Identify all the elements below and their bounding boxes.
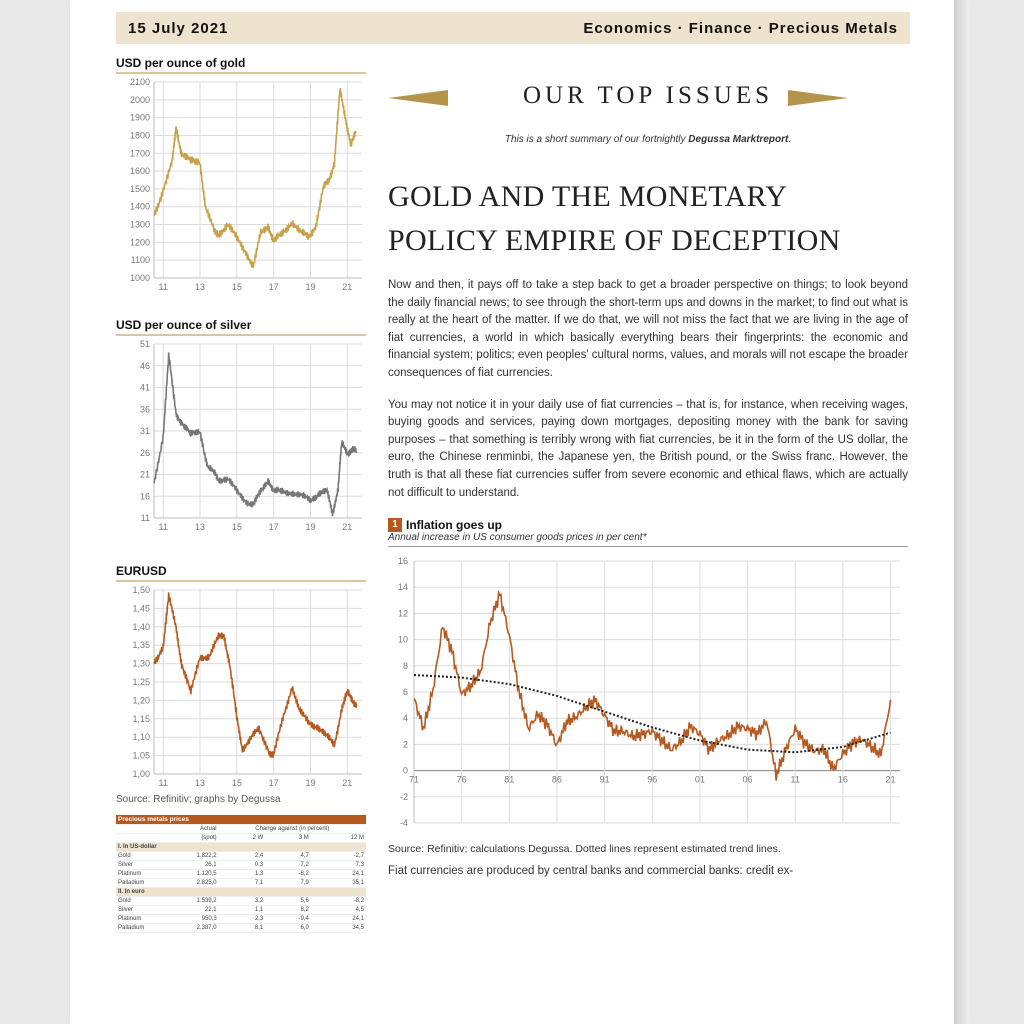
table-cell-c1: 7,1 bbox=[219, 879, 266, 888]
table-row bbox=[116, 897, 366, 906]
y-tick-label: 1,50 bbox=[132, 585, 150, 595]
x-tick-label: 06 bbox=[742, 774, 753, 785]
report-categories: Economics · Finance · Precious Metals bbox=[583, 19, 898, 37]
table-cell-c2: 4,7 bbox=[265, 852, 311, 861]
col-actual: Actual bbox=[173, 825, 218, 834]
left-column bbox=[116, 56, 366, 933]
x-tick-label: 13 bbox=[195, 778, 206, 788]
table-cell-c1: 1,3 bbox=[219, 870, 266, 879]
y-tick-label: 1,00 bbox=[132, 769, 150, 779]
y-tick-label: 8 bbox=[402, 660, 408, 671]
table-cell-name: Silver bbox=[116, 906, 173, 915]
y-tick-label: 1,10 bbox=[132, 732, 150, 743]
table-cell-c1: 1,1 bbox=[219, 906, 266, 915]
table-row bbox=[116, 924, 366, 933]
y-tick-label: 1,30 bbox=[132, 658, 150, 669]
summary-bold: Degussa Marktreport bbox=[688, 134, 789, 145]
y-tick-label: 51 bbox=[139, 339, 150, 349]
gold-price-chart bbox=[116, 74, 366, 296]
x-tick-label: 16 bbox=[837, 774, 848, 785]
y-tick-label: 2000 bbox=[129, 94, 150, 105]
table-cell-c2: 6,0 bbox=[265, 924, 311, 933]
table-cell-c2: 5,6 bbox=[265, 897, 311, 906]
x-tick-label: 11 bbox=[158, 778, 168, 788]
x-tick-label: 19 bbox=[305, 778, 316, 788]
table-row bbox=[116, 852, 366, 861]
left-charts-source: Source: Refinitiv; graphs by Degussa bbox=[116, 794, 281, 805]
inflation-chart bbox=[388, 547, 908, 837]
series-line bbox=[154, 592, 357, 757]
y-tick-label: 1400 bbox=[129, 201, 150, 212]
x-tick-label: 11 bbox=[790, 774, 800, 785]
y-tick-label: 46 bbox=[139, 360, 150, 371]
table-cell-c3: 4,5 bbox=[311, 906, 366, 915]
table-cell-c1: 2,3 bbox=[219, 915, 266, 924]
y-tick-label: 1600 bbox=[129, 166, 150, 177]
table-row bbox=[116, 906, 366, 915]
table-cell-name: Platinum bbox=[116, 870, 173, 879]
headline-line-2: POLICY EMPIRE OF DECEPTION bbox=[388, 224, 841, 257]
y-tick-label: 1500 bbox=[129, 183, 150, 194]
x-tick-label: 81 bbox=[504, 774, 515, 785]
table-cell-c2: 7,2 bbox=[265, 861, 311, 870]
x-tick-label: 91 bbox=[599, 774, 610, 785]
series-line bbox=[154, 352, 357, 516]
table-row bbox=[116, 870, 366, 879]
y-tick-label: 1200 bbox=[129, 237, 150, 248]
report-date: 15 July 2021 bbox=[128, 19, 229, 37]
y-tick-label: 1000 bbox=[129, 273, 150, 283]
top-issues-label: OUR TOP ISSUES bbox=[522, 82, 774, 109]
top-issues-banner bbox=[388, 76, 908, 120]
precious-metals-table bbox=[116, 815, 366, 933]
y-tick-label: -2 bbox=[399, 791, 408, 802]
y-tick-label: 1900 bbox=[129, 112, 150, 123]
x-tick-label: 15 bbox=[231, 282, 242, 292]
table-cell-c3: -2,7 bbox=[311, 852, 366, 861]
y-tick-label: 14 bbox=[397, 582, 408, 593]
table-cell-c2: 7,9 bbox=[265, 879, 311, 888]
x-tick-label: 11 bbox=[158, 522, 168, 532]
x-tick-label: 17 bbox=[268, 282, 279, 292]
summary-prefix: This is a short summary of our fortnightly bbox=[504, 134, 689, 145]
y-tick-label: 11 bbox=[140, 513, 150, 523]
y-tick-label: 1,25 bbox=[132, 677, 150, 687]
table-row bbox=[116, 879, 366, 888]
table-cell-c1: 8,1 bbox=[219, 924, 266, 933]
paragraph-1: Now and then, it pays off to take a step back to get a broader perspective on things; to look beyond the daily financial news; to see through the short-term ups and downs in the market; to find out what is really at the heart of the matter. If we do that, we will not miss the fact that we are living in the age of fiat currencies, a world in which basically everything bears their fingerprints: the economic and financial system; politics; even peoples' cultural norms, values, and morals will not escape the broader consequences of fiat currencies. bbox=[388, 279, 908, 379]
y-tick-label: 1,20 bbox=[132, 695, 150, 706]
figure-number: 1 bbox=[388, 518, 402, 532]
y-tick-label: 1800 bbox=[129, 130, 150, 141]
table-cell-actual: 22,1 bbox=[173, 906, 218, 915]
table-cell-actual: 1.120,5 bbox=[173, 870, 218, 879]
table-cell-actual: 950,3 bbox=[173, 915, 218, 924]
x-tick-label: 15 bbox=[231, 778, 242, 788]
y-tick-label: -4 bbox=[399, 818, 408, 829]
x-tick-label: 96 bbox=[647, 774, 658, 785]
y-tick-label: 16 bbox=[397, 556, 408, 567]
y-tick-label: 0 bbox=[402, 765, 408, 776]
table-cell-actual: 1.539,2 bbox=[173, 897, 218, 906]
eurusd-chart-title: EURUSD bbox=[116, 564, 366, 582]
y-tick-label: 6 bbox=[402, 687, 408, 698]
table-title: Precious metals prices bbox=[116, 815, 366, 825]
y-tick-label: 1,15 bbox=[132, 713, 150, 724]
table-cell-c3: 7,3 bbox=[311, 861, 366, 870]
figure-title-text: Inflation goes up bbox=[406, 518, 502, 533]
table-cell-c1: 2,4 bbox=[219, 852, 266, 861]
table-cell-c3: 35,1 bbox=[311, 879, 366, 888]
table-cell-name: Gold bbox=[116, 897, 173, 906]
table-cell-actual: 1.822,2 bbox=[173, 852, 218, 861]
table-cell-c2: 8,2 bbox=[265, 906, 311, 915]
silver-price-chart bbox=[116, 336, 366, 536]
paragraph-3: Fiat currencies are produced by central banks and commercial banks: credit ex- bbox=[388, 865, 794, 878]
x-tick-label: 21 bbox=[342, 522, 353, 532]
y-tick-label: 1,35 bbox=[132, 640, 150, 651]
y-tick-label: 1300 bbox=[129, 219, 150, 230]
x-tick-label: 13 bbox=[195, 282, 206, 292]
x-tick-label: 13 bbox=[195, 522, 206, 532]
x-tick-label: 86 bbox=[551, 774, 562, 785]
table-cell-actual: 2.825,0 bbox=[173, 879, 218, 888]
y-tick-label: 2100 bbox=[129, 77, 150, 87]
x-tick-label: 15 bbox=[231, 522, 242, 532]
x-tick-label: 19 bbox=[305, 282, 316, 292]
figure-source: Source: Refinitiv; calculations Degussa. Dotted lines represent estimated trend lines. bbox=[388, 843, 781, 856]
col-change: Change against (in percent) bbox=[219, 825, 366, 834]
page-edge-shadow bbox=[954, 0, 970, 1024]
x-tick-label: 71 bbox=[408, 774, 420, 785]
table-cell-name: Gold bbox=[116, 852, 173, 861]
x-tick-label: 21 bbox=[885, 774, 896, 785]
section-usd: I. In US-dollar bbox=[116, 843, 366, 852]
x-tick-label: 17 bbox=[268, 522, 279, 532]
table-cell-name: Palladium bbox=[116, 924, 173, 933]
right-column bbox=[388, 56, 908, 877]
y-tick-label: 4 bbox=[402, 713, 408, 724]
article-headline bbox=[388, 175, 908, 263]
y-tick-label: 41 bbox=[139, 382, 150, 393]
x-tick-label: 19 bbox=[305, 522, 316, 532]
y-tick-label: 1700 bbox=[129, 148, 150, 159]
rows-eur bbox=[116, 897, 366, 933]
table-cell-c2: -8,2 bbox=[265, 870, 311, 879]
y-tick-label: 1,40 bbox=[132, 621, 150, 632]
y-tick-label: 26 bbox=[139, 447, 150, 458]
table-cell-c3: 24,1 bbox=[311, 915, 366, 924]
table-cell-name: Silver bbox=[116, 861, 173, 870]
x-tick-label: 21 bbox=[342, 778, 353, 788]
table-cell-c3: 34,5 bbox=[311, 924, 366, 933]
series-line bbox=[154, 88, 357, 268]
x-tick-label: 11 bbox=[158, 282, 168, 292]
summary-suffix: . bbox=[788, 134, 792, 145]
section-eur: II. In euro bbox=[116, 888, 366, 897]
y-tick-label: 12 bbox=[397, 608, 408, 619]
rows-usd bbox=[116, 852, 366, 888]
y-tick-label: 1100 bbox=[130, 255, 150, 266]
y-tick-label: 31 bbox=[139, 426, 150, 436]
table-cell-c1: 3,2 bbox=[219, 897, 266, 906]
x-tick-label: 76 bbox=[456, 774, 467, 785]
y-tick-label: 21 bbox=[139, 469, 150, 480]
x-tick-label: 17 bbox=[268, 778, 279, 788]
report-page bbox=[70, 0, 954, 1024]
y-tick-label: 1,45 bbox=[132, 603, 150, 614]
table-cell-c3: -8,2 bbox=[311, 897, 366, 906]
col-period-2: 3 M bbox=[265, 834, 311, 843]
gold-chart-title: USD per ounce of gold bbox=[116, 56, 366, 74]
page-header bbox=[116, 12, 910, 44]
col-spot: (spot) bbox=[173, 834, 218, 843]
headline-line-1: GOLD AND THE MONETARY bbox=[388, 180, 788, 213]
table-cell-actual: 2.387,0 bbox=[173, 924, 218, 933]
silver-chart-title: USD per ounce of silver bbox=[116, 318, 366, 336]
table-cell-c3: 24,1 bbox=[311, 870, 366, 879]
table-row bbox=[116, 861, 366, 870]
table-cell-name: Palladium bbox=[116, 879, 173, 888]
summary-line bbox=[388, 134, 908, 145]
figure-title bbox=[388, 518, 908, 532]
x-tick-label: 01 bbox=[694, 774, 705, 785]
eurusd-chart bbox=[116, 582, 366, 792]
y-tick-label: 36 bbox=[139, 404, 150, 415]
paragraph-2: You may not notice it in your daily use of fiat currencies – that is, for instance, when receiving wages, buying goods and services, paying down mortgages, depositing money with the bank for saving purposes – that something is terribly wrong with fiat currencies, be it in the form of the US dollar, the euro, the Chinese renminbi, the Japanese yen, the British pound, or the Swiss franc. However, the truth is that all these fiat currencies suffer from severe economic and ethical flaws, which are actually not difficult to understand. bbox=[388, 398, 908, 499]
table-row bbox=[116, 915, 366, 924]
y-tick-label: 1,05 bbox=[132, 750, 150, 761]
right-arrow-ornament bbox=[788, 90, 848, 106]
table-cell-name: Platinum bbox=[116, 915, 173, 924]
y-tick-label: 16 bbox=[139, 491, 150, 502]
y-tick-label: 10 bbox=[397, 634, 408, 645]
table-cell-actual: 26,1 bbox=[173, 861, 218, 870]
col-period-3: 12 M bbox=[311, 834, 366, 843]
y-tick-label: 2 bbox=[402, 739, 408, 750]
x-tick-label: 21 bbox=[342, 282, 353, 292]
table-cell-c1: 0,3 bbox=[219, 861, 266, 870]
figure-subtitle: Annual increase in US consumer goods prices in per cent* bbox=[388, 532, 908, 547]
table-cell-c2: -9,4 bbox=[265, 915, 311, 924]
col-period-1: 2 W bbox=[219, 834, 266, 843]
